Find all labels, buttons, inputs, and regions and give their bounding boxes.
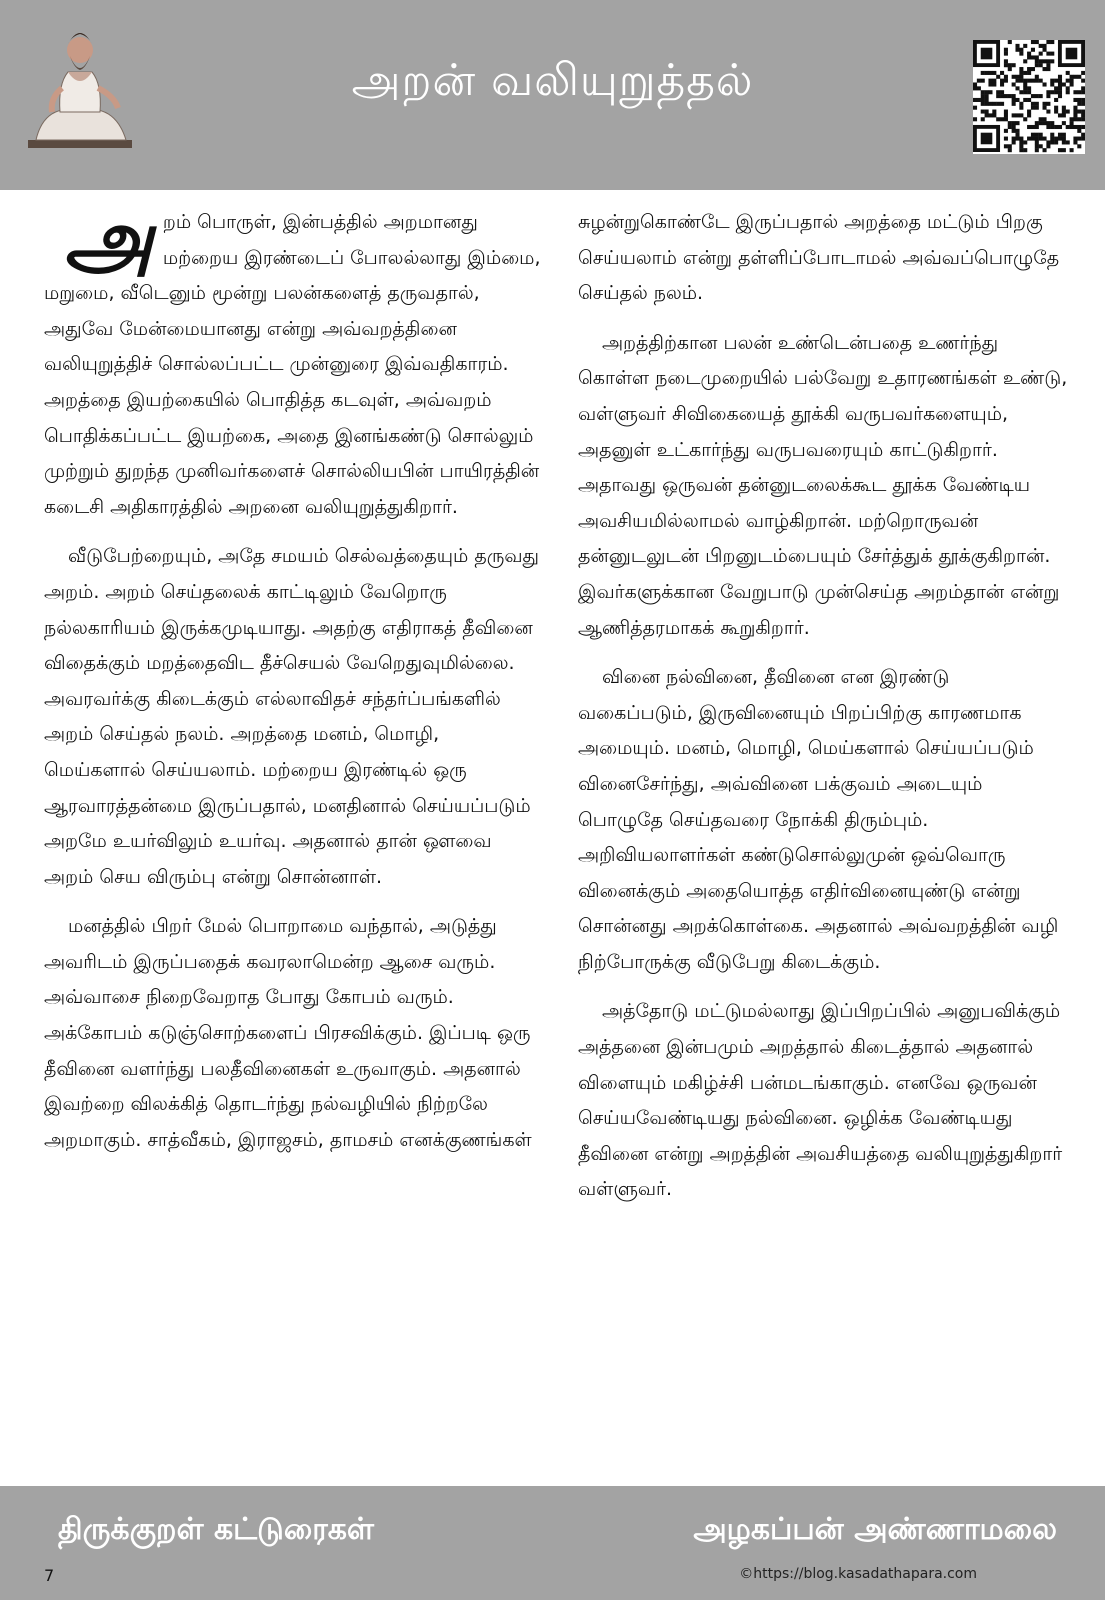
paragraph: மனத்தில் பிறர் மேல் பொறாமை வந்தால், அடுத்து அவரிடம் இருப்பதைக் கவரலாமென்ற ஆசை வரும். அவ்வாசை நிறைவேறாத போது கோபம் வரும். அக்கோபம் கடுஞ்சொற்களைப் பிரசவிக்கும். இப்படி ஒரு தீவினை வளர்ந்து பலதீவினைகள் உருவாகும். அதனால் இவற்றை விலக்கித் தொடர்ந்து நல்வழியில் நிற்றலே அறமாகும். சாத்வீகம், இராஜசம், தாமசம் எனக்குணங்கள் bbox=[44, 915, 532, 1151]
qr-code-pattern bbox=[973, 40, 1085, 154]
left-column bbox=[44, 191, 544, 1172]
paragraph: அறத்திற்கான பலன் உண்டென்பதை உணர்ந்து கொள்ள நடைமுறையில் பல்வேறு உதாரணங்கள் உண்டு, வள்ளுவர் சிவிகையைத் தூக்கி வருபவர்களையும், அதனுள் உட்கார்ந்து வருபவரையும் காட்டுகிறார். அதாவது ஒருவன் தன்னுடலைக்கூட தூக்க வேண்டிய அவசியமில்லாமல் வாழ்கிறான். மற்றொருவன் தன்னுடலுடன் பிறனுடம்பையும் சேர்த்துக் தூக்குகிறான். இவர்களுக்கான வேறுபாடு முன்செய்த அறம்தான் என்று ஆணித்தரமாகக் கூறுகிறார். bbox=[578, 331, 1068, 639]
paragraph: வினை நல்வினை, தீவினை என இரண்டு வகைப்படும், இருவினையும் பிறப்பிற்கு காரணமாக அமையும். மனம், மொழி, மெய்களால் செய்யப்படும் வினைசேர்ந்து, அவ்வினை பக்குவம் அடையும் பொழுதே செய்தவரை நோக்கி திரும்பும். அறிவியலாளர்கள் கண்டுசொல்லுமுன் ஒவ்வொரு வினைக்கும் அதையொத்த எதிர்வினையுண்டு என்று சொன்னது அறக்கொள்கை. அதனால் அவ்வறத்தின் வழி நிற்போருக்கு வீடுபேறு கிடைக்கும். bbox=[578, 666, 1059, 973]
paragraph: சுழன்றுகொண்டே இருப்பதால் அறத்தை மட்டும் பிறகு செய்யலாம் என்று தள்ளிப்போடாமல் அவ்வப்பொழுதே செய்தல் நலம். bbox=[578, 211, 1060, 305]
page-number: 7 bbox=[44, 1566, 55, 1585]
series-title: திருக்குறள் கட்டுரைகள் bbox=[58, 1512, 374, 1547]
paragraph-text: றம் பொருள், இன்பத்தில் அறமானது மற்றைய இரண்டைப் போலல்லாது இம்மை, மறுமை, வீடெனும் மூன்று பலன்களைத் தருவதால், அதுவே மேன்மையானது என்று அவ்வறத்தினை வலியுறுத்திச் சொல்லப்பட்ட முன்னுரை இவ்வதிகாரம். அறத்தை இயற்கையில் பொதித்த கடவுள், அவ்வறம் பொதிக்கப்பட்ட இயற்கை, அதை இனங்கண்டு சொல்லும் முற்றும் துறந்த முனிவர்களைச் சொல்லியபின் பாயிரத்தின் கடைசி அதிகாரத்தில் அறனை வலியுறுத்துகிறார். bbox=[44, 211, 541, 518]
copyright-link[interactable]: ©https://blog.kasadathapara.com bbox=[739, 1566, 977, 1582]
paragraph: வீடுபேற்றையும், அதே சமயம் செல்வத்தையும் தருவது அறம். அறம் செய்தலைக் காட்டிலும் வேறொரு நல்லகாரியம் இருக்கமுடியாது. அதற்கு எதிராகத் தீவினை விதைக்கும் மறத்தைவிட தீச்செயல் வேறெதுவுமில்லை. அவரவர்க்கு கிடைக்கும் எல்லாவிதச் சந்தர்ப்பங்களில் அறம் செய்தல் நலம். அறத்தை மனம், மொழி, மெய்களால் செய்யலாம். மற்றைய இரண்டில் ஒரு ஆரவாரத்தன்மை இருப்பதால், மனதினால் செய்யப்படும் அறமே உயர்விலும் உயர்வு. அதனால் தான் ஔவை அறம் செய விரும்பு என்று சொன்னாள். bbox=[44, 545, 539, 888]
page-header bbox=[0, 0, 1105, 190]
page-title: அறன் வலியுறுத்தல் bbox=[351, 55, 754, 106]
qr-code bbox=[973, 40, 1085, 154]
paragraph bbox=[44, 191, 544, 525]
paragraph: அத்தோடு மட்டுமல்லாது இப்பிறப்பில் அனுபவிக்கும் அத்தனை இன்பமும் அறத்தால் கிடைத்தால் அதனால் விளையும் மகிழ்ச்சி பன்மடங்காகும். எனவே ஒருவன் செய்யவேண்டியது நல்வினை. ஒழிக்க வேண்டியது தீவினை என்று அறத்தின் அவசியத்தை வலியுறுத்துகிறார் வள்ளுவர். bbox=[578, 1000, 1063, 1201]
page-footer bbox=[0, 1486, 1105, 1600]
author-name: அழகப்பன் அண்ணாமலை bbox=[693, 1512, 1057, 1547]
drop-cap: அ bbox=[64, 191, 153, 285]
article-body bbox=[0, 190, 1105, 1486]
right-column bbox=[578, 205, 1068, 1222]
